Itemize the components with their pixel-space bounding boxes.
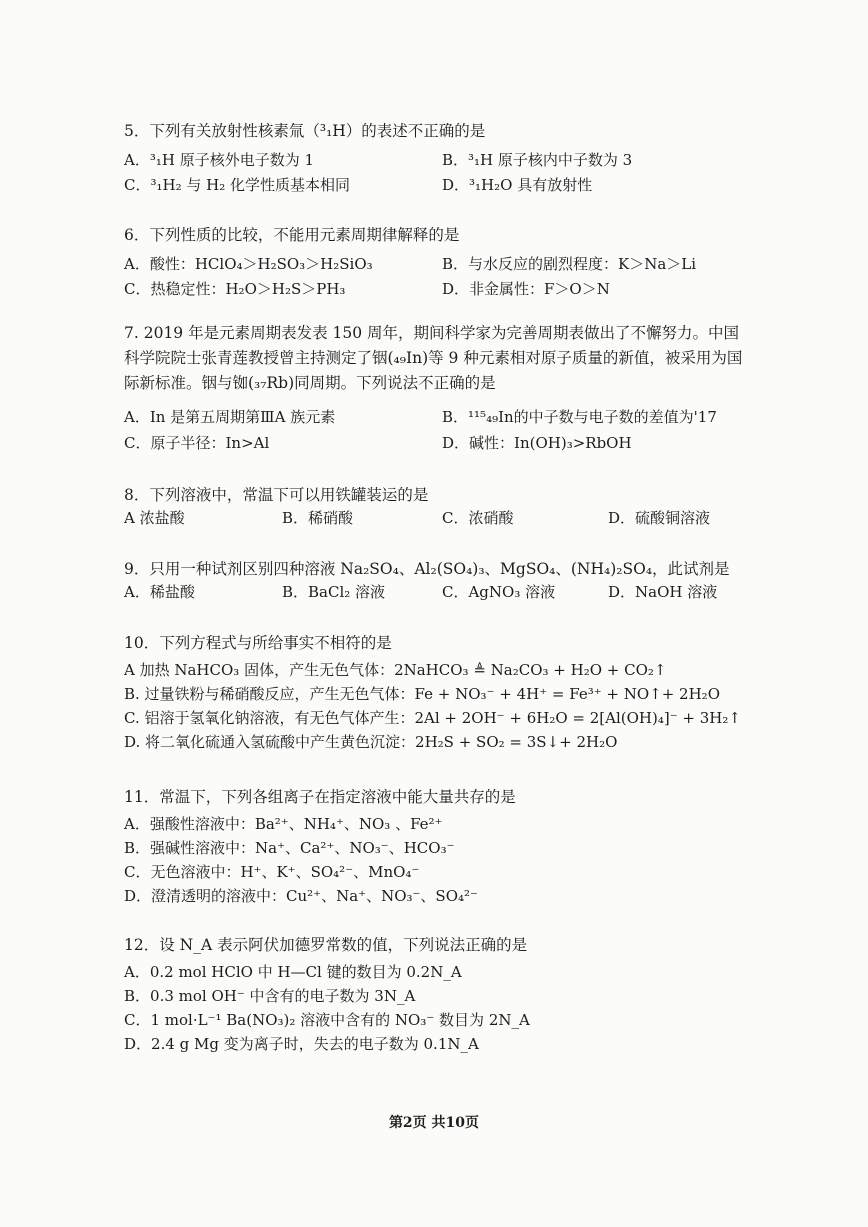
question-11-option-b: B．强碱性溶液中：Na⁺、Ca²⁺、NO₃⁻、HCO₃⁻ <box>124 839 455 857</box>
question-11-option-a: A．强酸性溶液中：Ba²⁺、NH₄⁺、NO₃ 、Fe²⁺ <box>124 815 443 833</box>
question-10-option-b: B. 过量铁粉与稀硝酸反应，产生无色气体：Fe + NO₃⁻ + 4H⁺ = Fe³⁺ + NO↑+ 2H₂O <box>124 685 720 703</box>
question-7-option-d: D．碱性：In(OH)₃>RbOH <box>442 434 632 452</box>
question-11-stem: 11．常温下，下列各组离子在指定溶液中能大量共存的是 <box>124 788 516 806</box>
question-7-option-c: C．原子半径：In>Al <box>124 434 270 452</box>
question-5-stem: 5．下列有关放射性核素氚（³₁H）的表述不正确的是 <box>124 122 486 140</box>
question-7-option-a: A．In 是第五周期第ⅢA 族元素 <box>124 408 336 426</box>
question-8-option-a: A 浓盐酸 <box>124 509 185 527</box>
page-footer: 第2页 共10页 <box>388 1115 480 1131</box>
question-11 <box>124 784 764 908</box>
question-9-option-c: C．AgNO₃ 溶液 <box>442 583 556 601</box>
question-9-option-a: A．稀盐酸 <box>124 583 195 601</box>
question-9-option-d: D．NaOH 溶液 <box>608 583 718 601</box>
question-8-stem: 8．下列溶液中，常温下可以用铁罐装运的是 <box>124 486 429 504</box>
question-10-option-c: C. 铝溶于氢氧化钠溶液，有无色气体产生：2Al + 2OH⁻ + 6H₂O = 2[Al(OH)₄]⁻ + 3H₂↑ <box>124 709 741 727</box>
question-6-option-b: B．与水反应的剧烈程度：K＞Na＞Li <box>442 255 697 273</box>
question-5 <box>124 118 764 194</box>
question-10 <box>124 630 764 754</box>
question-5-option-a: A．³₁H 原子核外电子数为 1 <box>124 151 315 169</box>
question-12 <box>124 932 764 1056</box>
question-6-option-d: D．非金属性：F＞O＞N <box>442 280 610 298</box>
question-12-option-b: B．0.3 mol OH⁻ 中含有的电子数为 3N_A <box>124 987 416 1005</box>
question-9-stem: 9．只用一种试剂区别四种溶液 Na₂SO₄、Al₂(SO₄)₃、MgSO₄、(NH₄)₂SO₄，此试剂是 <box>124 560 730 578</box>
question-12-option-a: A．0.2 mol HClO 中 H—Cl 键的数目为 0.2N_A <box>124 963 462 981</box>
question-9-option-b: B．BaCl₂ 溶液 <box>282 583 386 601</box>
question-10-stem: 10．下列方程式与所给事实不相符的是 <box>124 634 392 652</box>
question-11-option-c: C．无色溶液中：H⁺、K⁺、SO₄²⁻、MnO₄⁻ <box>124 863 420 881</box>
question-10-option-d: D. 将二氧化硫通入氢硫酸中产生黄色沉淀：2H₂S + SO₂ = 3S↓+ 2H₂O <box>124 733 618 751</box>
question-12-option-c: C．1 mol·L⁻¹ Ba(NO₃)₂ 溶液中含有的 NO₃⁻ 数目为 2N_A <box>124 1011 530 1029</box>
question-8-option-d: D．硫酸铜溶液 <box>608 509 711 527</box>
question-11-option-d: D．澄清透明的溶液中：Cu²⁺、Na⁺、NO₃⁻、SO₄²⁻ <box>124 887 478 905</box>
question-9 <box>124 556 764 601</box>
question-10-option-a: A 加热 NaHCO₃ 固体，产生无色气体：2NaHCO₃ ≜ Na₂CO₃ + H₂O + CO₂↑ <box>124 661 667 679</box>
question-6 <box>124 222 764 298</box>
question-6-stem: 6．下列性质的比较，不能用元素周期律解释的是 <box>124 226 460 244</box>
question-6-option-c: C．热稳定性：H₂O＞H₂S＞PH₃ <box>124 280 346 298</box>
question-5-option-b: B．³₁H 原子核内中子数为 3 <box>442 151 633 169</box>
question-8 <box>124 482 764 527</box>
question-12-stem: 12．设 N_A 表示阿伏加德罗常数的值，下列说法正确的是 <box>124 936 528 954</box>
question-6-option-a: A．酸性：HClO₄＞H₂SO₃＞H₂SiO₃ <box>124 255 373 273</box>
question-7 <box>124 321 764 452</box>
question-12-option-d: D．2.4 g Mg 变为离子时，失去的电子数为 0.1N_A <box>124 1035 479 1053</box>
question-5-option-d: D．³₁H₂O 具有放射性 <box>442 176 593 194</box>
question-7-option-b: B．¹¹⁵₄₉In的中子数与电子数的差值为'17 <box>442 408 717 426</box>
question-5-option-c: C．³₁H₂ 与 H₂ 化学性质基本相同 <box>124 176 350 194</box>
question-7-stem: 7. 2019 年是元素周期表发表 150 周年，期间科学家为完善周期表做出了不懈努力。中国科学院院士张青莲教授曾主持测定了铟(₄₉In)等 9 种元素相对原子质量的新值，被采用为国际新标准。铟与铷(₃₇Rb)同周期。下列说法不正确的是 <box>124 324 743 392</box>
question-8-option-c: C．浓硝酸 <box>442 509 514 527</box>
question-8-option-b: B．稀硝酸 <box>282 509 354 527</box>
